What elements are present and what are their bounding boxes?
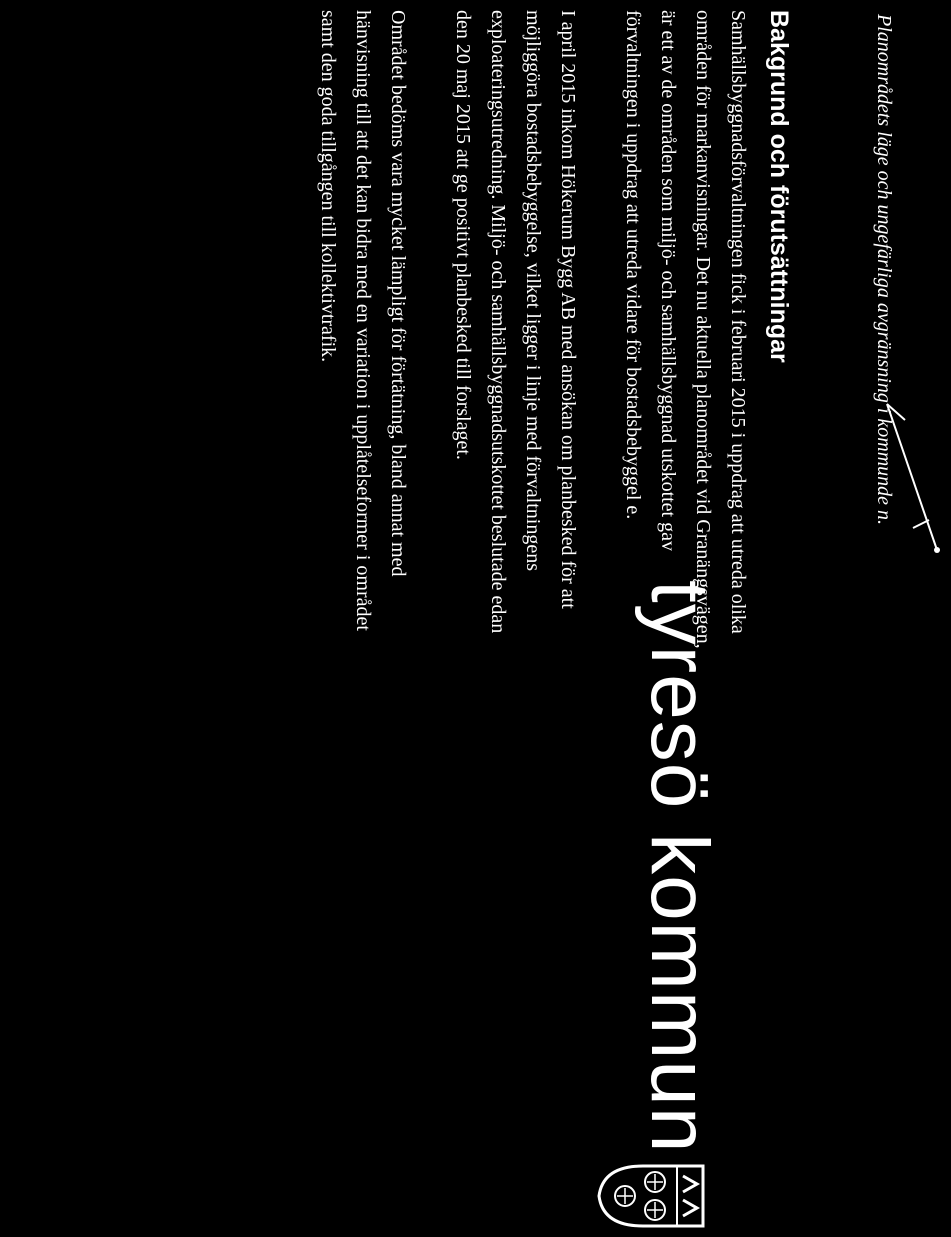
municipal-crest-icon: [595, 1162, 707, 1230]
paragraph-line: är ett av de områden som miljö- och samhällsbyggnad utskottet gav: [657, 10, 679, 551]
paragraph-line: möjliggöra bostadsbebyggelse, vilket ligger i linje med förvaltningens: [522, 10, 544, 571]
section-heading: Bakgrund och förutsättningar: [765, 10, 793, 363]
paragraph-line: Området bedöms vara mycket lämpligt för förtätning, bland annat med: [387, 10, 409, 577]
paragraph-line: områden för markanvisningar. Det nu aktuella planområdet vid Granängsvägen,: [692, 10, 714, 649]
paragraph-background: [615, 10, 755, 649]
paragraph-line: Samhällsbyggnadsförvaltningen fick i februari 2015 i uppdrag att utreda olika: [727, 10, 749, 634]
paragraph-line: hänvisning till att det kan bidra med en variation i upplåtelseformer i området: [352, 10, 374, 631]
paragraph-line: I april 2015 inkom Hökerum Bygg AB med ansökan om planbesked för att: [557, 10, 579, 609]
paragraph-line: den 20 maj 2015 att ge positivt planbesked till forslaget.: [452, 10, 474, 460]
map-caption: Planområdets läge och ungefärliga avgränsning i kommunde n.: [873, 14, 895, 526]
municipality-logo-text: tyresö kommun: [634, 580, 725, 1154]
paragraph-assessment: [310, 10, 415, 631]
paragraph-line: samt den goda tillgången till kollektivtrafik.: [317, 10, 339, 363]
paragraph-application: [445, 10, 585, 633]
paragraph-line: exploateringsutredning. Miljö- och samhällsbyggnadsutskottet beslutade edan: [487, 10, 509, 634]
paragraph-line: förvaltningen i uppdrag att utreda vidare för bostadsbebyggel e.: [622, 10, 644, 520]
